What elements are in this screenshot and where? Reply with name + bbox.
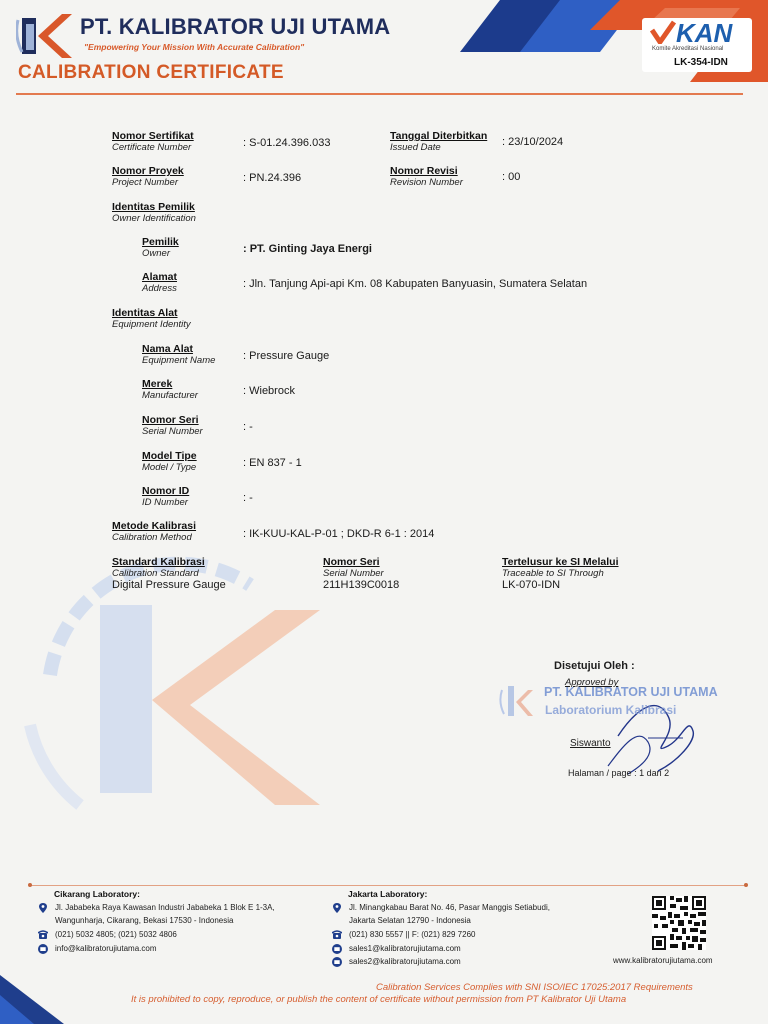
jakarta-title: Jakarta Laboratory: [348, 889, 428, 899]
revision-number-sub: Revision Number [390, 177, 463, 188]
copyright-notice: It is prohibited to copy, reproduce, or publish the content of certificate without permission from PT Kalibrator Uji Utama [131, 994, 627, 1005]
equipment-name-sub: Equipment Name [142, 355, 216, 366]
serial-number-value: : - [243, 421, 253, 433]
owner-section-label: Identitas Pemilik [112, 201, 195, 213]
qr-code [652, 896, 706, 950]
equipment-name-value: : Pressure Gauge [243, 350, 330, 362]
company-tagline: "Empowering Your Mission With Accurate Calibration" [84, 42, 305, 52]
issued-date-sub: Issued Date [390, 142, 441, 153]
standard-serial-sub: Serial Number [323, 568, 384, 579]
serial-number-block [142, 414, 203, 437]
kan-logo-text: KAN [676, 18, 733, 48]
manufacturer-label: Merek [142, 378, 173, 390]
method-sub: Calibration Method [112, 532, 192, 543]
equipment-name-label: Nama Alat [142, 343, 193, 355]
company-logo [16, 10, 74, 60]
jakarta-email-1[interactable]: sales1@kalibratorujiutama.com [349, 944, 461, 953]
owner-address-value: : Jln. Tanjung Api-api Km. 08 Kabupaten Banyuasin, Sumatera Selatan [243, 278, 588, 290]
email-icon [332, 957, 342, 967]
project-number-label: Nomor Proyek [112, 165, 184, 177]
equipment-name-block [142, 343, 215, 366]
jakarta-address-1: Jl. Minangkabau Barat No. 46, Pasar Manggis Setiabudi, [349, 903, 551, 912]
id-number-block [142, 485, 189, 508]
revision-number-block [390, 165, 463, 188]
standard-serial-column [323, 556, 399, 591]
certificate-number-block [112, 130, 194, 153]
revision-number-label: Nomor Revisi [390, 165, 458, 177]
project-number-value: : PN.24.396 [243, 172, 302, 184]
footer-dot-right [744, 883, 748, 887]
company-name: PT. KALIBRATOR UJI UTAMA [80, 14, 391, 39]
location-icon [38, 903, 48, 913]
watermark-logo [20, 555, 340, 825]
method-block [112, 520, 196, 543]
owner-section [112, 201, 196, 224]
owner-address-label: Alamat [142, 271, 178, 283]
project-number-sub: Project Number [112, 177, 178, 188]
traceability-column [502, 556, 619, 591]
standard-serial-value: 211H139C0018 [323, 579, 400, 591]
owner-name-block [142, 236, 179, 259]
issued-date-value: : 23/10/2024 [502, 136, 564, 148]
owner-name-value: : PT. Ginting Jaya Energi [243, 243, 372, 255]
owner-name-sub: Owner [142, 248, 170, 259]
jakarta-email-2[interactable]: sales2@kalibratorujiutama.com [349, 957, 461, 966]
model-type-label: Model Tipe [142, 450, 197, 462]
cikarang-title: Cikarang Laboratory: [54, 889, 140, 899]
standard-value: Digital Pressure Gauge [112, 579, 226, 591]
owner-address-sub: Address [142, 283, 177, 294]
header-divider [16, 93, 743, 95]
page-value: : 1 dari 2 [634, 768, 670, 778]
email-icon [38, 944, 48, 954]
signer-name: Siswanto [570, 738, 611, 749]
phone-icon [332, 930, 342, 940]
manufacturer-sub: Manufacturer [142, 390, 198, 401]
kan-name: Komite Akreditasi Nasional [652, 46, 724, 52]
kan-code: LK-354-IDN [674, 57, 728, 68]
owner-address-block [142, 271, 177, 294]
equipment-section [112, 307, 191, 330]
footer-divider [30, 885, 746, 886]
traceability-label: Tertelusur ke SI Melalui [502, 556, 619, 568]
website-link[interactable]: www.kalibratorujiutama.com [613, 956, 713, 965]
email-icon [332, 944, 342, 954]
compliance-statement: Calibration Services Complies with SNI ISO/IEC 17025:2017 Requirements [376, 982, 693, 993]
checkmark-icon [650, 20, 676, 44]
standard-sub: Calibration Standard [112, 568, 199, 579]
model-type-value: : EN 837 - 1 [243, 457, 302, 469]
id-number-label: Nomor ID [142, 485, 190, 497]
jakarta-address-2: Jakarta Selatan 12790 - Indonesia [349, 916, 471, 925]
serial-number-sub: Serial Number [142, 426, 203, 437]
jakarta-phone: (021) 830 5557 || F: (021) 829 7260 [349, 930, 476, 939]
issued-date-label: Tanggal Diterbitkan [390, 130, 488, 142]
document-title: CALIBRATION CERTIFICATE [18, 62, 284, 83]
id-number-value: : - [243, 492, 253, 504]
traceability-value: LK-070-IDN [502, 579, 561, 591]
approved-by-label: Disetujui Oleh : [554, 660, 635, 672]
page-indicator [568, 768, 669, 778]
manufacturer-value: : Wiebrock [243, 385, 295, 397]
traceability-sub: Traceable to SI Through [502, 568, 604, 579]
cikarang-address-1: Jl. Jababeka Raya Kawasan Industri Jababeka 1 Blok E 1-3A, [55, 903, 275, 912]
page-label: Halaman / page [568, 768, 632, 778]
certificate-number-sub: Certificate Number [112, 142, 192, 153]
owner-name-label: Pemilik [142, 236, 179, 248]
issued-date-block [390, 130, 487, 153]
location-icon [332, 903, 342, 913]
standard-serial-label: Nomor Seri [323, 556, 380, 568]
project-number-block [112, 165, 184, 188]
footer-dot-left [28, 883, 32, 887]
cikarang-address-2: Wangunharja, Cikarang, Bekasi 17530 - Indonesia [55, 916, 234, 925]
certificate-number-value: : S-01.24.396.033 [243, 137, 331, 149]
footer-corner-decoration [0, 975, 64, 1024]
serial-number-label: Nomor Seri [142, 414, 199, 426]
model-type-sub: Model / Type [142, 462, 197, 473]
standard-label: Standard Kalibrasi [112, 556, 205, 568]
owner-section-sub: Owner Identification [112, 213, 196, 224]
certificate-number-label: Nomor Sertifikat [112, 130, 194, 142]
cikarang-phone: (021) 5032 4805; (021) 5032 4806 [55, 930, 177, 939]
manufacturer-block [142, 378, 198, 401]
stamp-company: PT. KALIBRATOR UJI UTAMA [544, 685, 718, 699]
method-label: Metode Kalibrasi [112, 520, 197, 532]
equipment-section-label: Identitas Alat [112, 307, 178, 319]
stamp-lab: Laboratorium Kalibrasi [545, 703, 677, 717]
phone-icon [38, 930, 48, 940]
method-value: : IK-KUU-KAL-P-01 ; DKD-R 6-1 : 2014 [243, 528, 435, 540]
equipment-section-sub: Equipment Identity [112, 319, 191, 330]
revision-number-value: : 00 [502, 171, 521, 183]
approved-by-sub: Approved by [565, 677, 619, 688]
model-type-block [142, 450, 197, 473]
standard-column [112, 556, 226, 591]
id-number-sub: ID Number [142, 497, 188, 508]
cikarang-email[interactable]: info@kalibratorujiutama.com [55, 944, 157, 953]
